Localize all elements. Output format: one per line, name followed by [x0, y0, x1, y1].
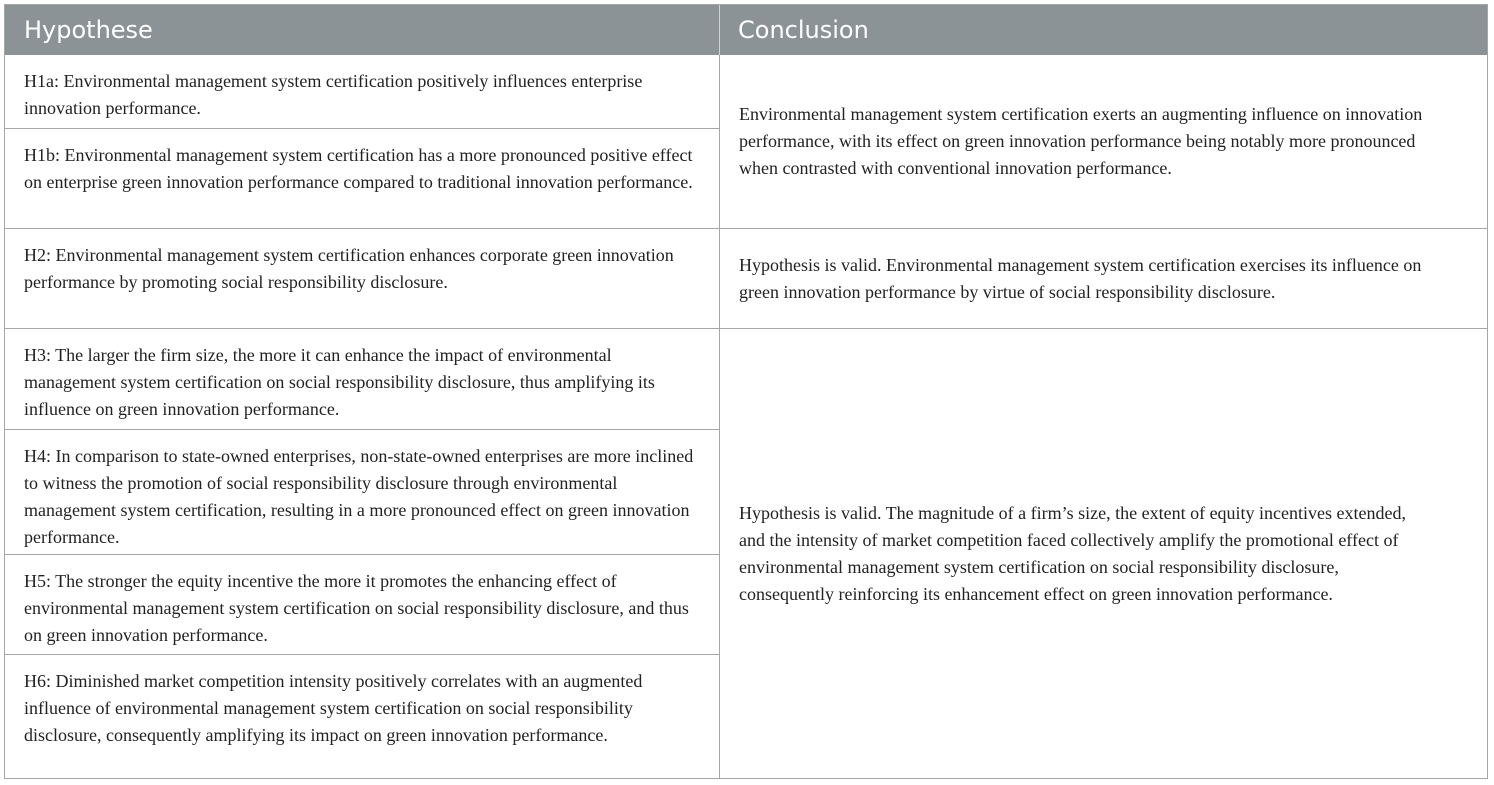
hypothesis-cell-h1a: H1a: Environmental management system certification positively influences enterprise innovation performance.: [24, 71, 643, 118]
hypothesis-table: [4, 4, 1488, 779]
hypothesis-cell-h6: H6: Diminished market competition intensity positively correlates with an augmented influence of environmental management system certification on social responsibility disclosure, consequently amplifying its impact on green innovation performance.: [24, 671, 643, 745]
conclusion-cell-h3-h6: [720, 329, 1487, 778]
conclusion-text-h1: Environmental management system certification exerts an augmenting influence on innovation performance, with its effect on green innovation performance being notably more pronounced when contrasted with conventional innovation performance.: [739, 104, 1423, 178]
hypothesis-cell-h3: H3: The larger the firm size, the more it can enhance the impact of environmental management system certification on social responsibility disclosure, thus amplifying its influence on green innovation performance.: [24, 345, 655, 419]
hypothesis-cell-h4: H4: In comparison to state-owned enterprises, non-state-owned enterprises are more inclined to witness the promotion of social responsibility disclosure through environmental management system certification, resulting in a more pronounced effect on green innovation performance.: [24, 446, 694, 547]
conclusion-cell-h2: [720, 229, 1487, 328]
header-hypothese: Hypothese: [5, 5, 720, 55]
conclusion-cell-h1: [720, 55, 1487, 228]
conclusion-text-h3-h6: Hypothesis is valid. The magnitude of a firm’s size, the extent of equity incentives extended, and the intensity of market competition faced collectively amplify the promotional effect of environmental management system certification on social responsibility disclosure, consequently reinforcing its enhancement effect on green innovation performance.: [739, 502, 1407, 604]
header-conclusion: Conclusion: [720, 5, 1487, 55]
conclusion-text-h2: Hypothesis is valid. Environmental management system certification exercises its influence on green innovation performance by virtue of social responsibility disclosure.: [739, 254, 1422, 302]
hypothesis-cell-h2: H2: Environmental management system certification enhances corporate green innovation performance by promoting social responsibility disclosure.: [24, 245, 674, 292]
hypothesis-cell-h1b: H1b: Environmental management system certification has a more pronounced positive effect on enterprise green innovation performance compared to traditional innovation performance.: [24, 145, 693, 192]
header-column-divider: [719, 5, 720, 55]
hypothesis-cell-h5: H5: The stronger the equity incentive the more it promotes the enhancing effect of environmental management system certification on social responsibility disclosure, and thus on green innovation performance.: [24, 571, 689, 645]
